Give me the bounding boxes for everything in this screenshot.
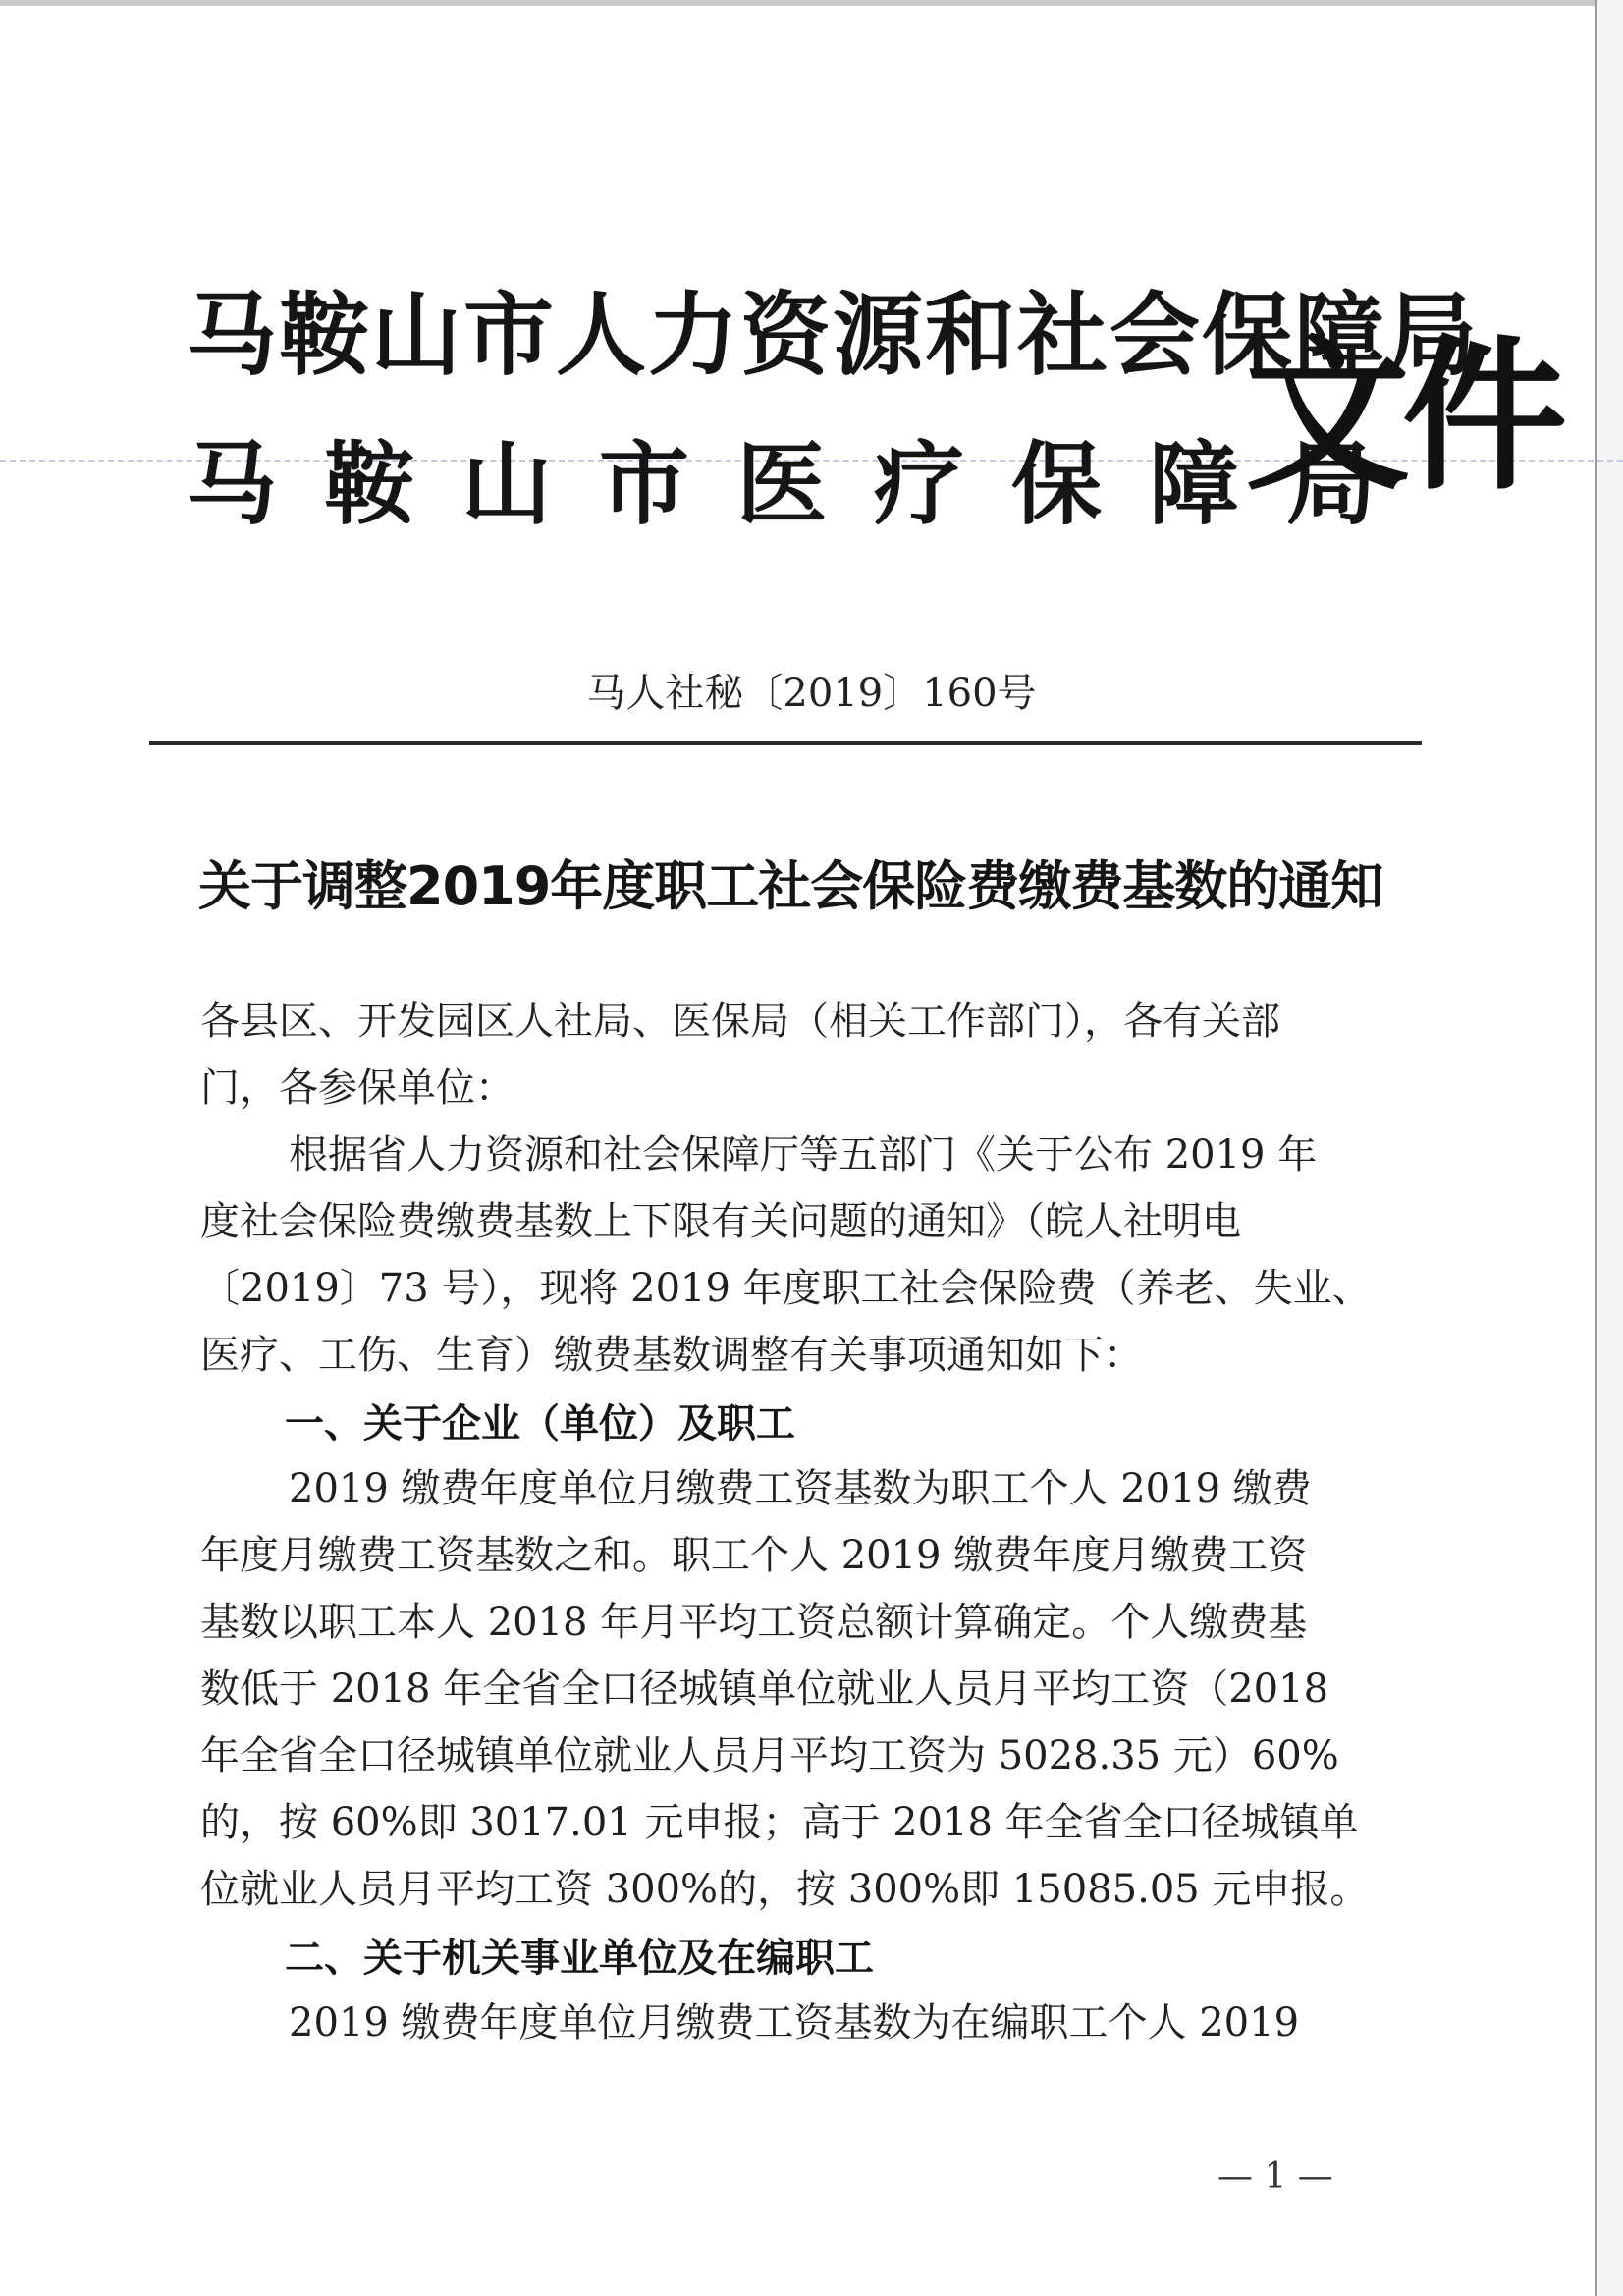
text-line: 基数以职工本人 2018 年月平均工资总额计算确定。个人缴费基 — [200, 1600, 1308, 1645]
section-heading-1: 一、关于企业（单位）及职工 — [285, 1401, 795, 1447]
issuer-name-2: 马鞍山市医疗保障局 — [187, 432, 1425, 537]
text-line: 年度月缴费工资基数之和。职工个人 2019 缴费年度月缴费工资 — [200, 1533, 1308, 1578]
section-heading-2: 二、关于机关事业单位及在编职工 — [285, 1936, 874, 1981]
text-line: 根据省人力资源和社会保障厅等五部门《关于公布 2019 年 — [289, 1132, 1318, 1177]
text-line: 〔2019〕73 号），现将 2019 年度职工社会保险费（养老、失业、 — [200, 1266, 1372, 1311]
text-line: 的，按 60%即 3017.01 元申报；高于 2018 年全省全口径城镇单 — [200, 1800, 1359, 1845]
text-line: 数低于 2018 年全省全口径城镇单位就业人员月平均工资（2018 — [200, 1667, 1329, 1712]
text-line: 各县区、开发园区人社局、医保局（相关工作部门），各有关部 — [200, 999, 1280, 1044]
text-line: 门，各参保单位： — [200, 1066, 514, 1111]
text-line: 位就业人员月平均工资 300%的，按 300%即 15085.05 元申报。 — [200, 1867, 1370, 1912]
text-line: 年全省全口径城镇单位就业人员月平均工资为 5028.35 元）60% — [200, 1733, 1339, 1778]
issuer-name-1: 马鞍山市人力资源和社会保障局 — [187, 283, 1480, 388]
text-line: 2019 缴费年度单位月缴费工资基数为职工个人 2019 缴费 — [289, 1466, 1312, 1511]
document-title: 关于调整2019年度职工社会保险费缴费基数的通知 — [198, 855, 1383, 917]
text-line: 医疗、工伤、生育）缴费基数调整有关事项通知如下： — [200, 1333, 1143, 1378]
scan-edge-top — [0, 0, 1623, 6]
document-type-label: 文件 — [1245, 320, 1559, 513]
page-number: — 1 — — [1217, 2157, 1333, 2197]
scan-edge-line — [1595, 0, 1597, 2296]
text-line: 2019 缴费年度单位月缴费工资基数为在编职工个人 2019 — [289, 2000, 1300, 2046]
text-line: 度社会保险费缴费基数上下限有关问题的通知》（皖人社明电 — [200, 1199, 1241, 1244]
header-divider — [149, 741, 1422, 745]
scan-edge-right — [1597, 0, 1623, 2296]
document-number: 马人社秘〔2019〕160号 — [586, 671, 1037, 716]
